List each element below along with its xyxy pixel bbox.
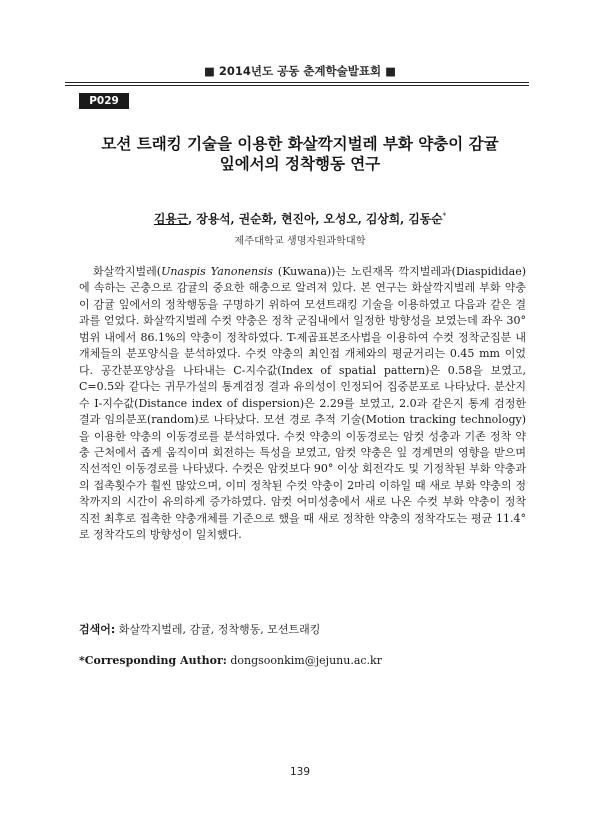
running-header: ■ 2014년도 공동 춘계학술발표회 ■: [204, 64, 396, 78]
corresponding-label: *Corresponding Author:: [79, 654, 227, 667]
page-number: 139: [289, 766, 311, 778]
abstract-lead: 화살깍지벌레(: [93, 265, 162, 278]
corresponding-mark: *: [442, 212, 447, 221]
presenting-author: 김용근: [153, 212, 189, 226]
species-name: Unaspis Yanonensis: [161, 265, 273, 278]
title-line-2: 잎에서의 정착행동 연구: [219, 154, 381, 173]
paper-title: [60, 134, 540, 174]
corresponding-author: [79, 654, 526, 667]
keywords-label: 검색어:: [79, 623, 116, 636]
corresponding-email: dongsoonkim@jejunu.ac.kr: [226, 654, 382, 667]
header-rule-top: [65, 82, 529, 83]
poster-id-badge: P029: [79, 93, 129, 109]
affiliation: 제주대학교 생명자원과학대학: [234, 236, 366, 247]
keywords: [79, 621, 526, 637]
abstract-body: [79, 264, 526, 544]
author-list: [60, 210, 540, 227]
header-rule-bottom: [65, 85, 529, 86]
co-authors: , 장용석, 권순화, 현진아, 오성오, 김상희, 김동순: [188, 212, 443, 226]
title-line-1: 모션 트래킹 기술을 이용한 화살깍지벌레 부화 약충이 감귤: [101, 134, 499, 153]
keywords-value: 화살깍지벌레, 감귤, 정착행동, 모션트래킹: [115, 623, 321, 636]
abstract-text: (Kuwana))는 노린재목 깍지벌레과(Diaspididae) 에 속하는 곤충으로 감귤의 중요한 해충으로 알려져 있다. 본 연구는 화살깍지벌레 부화 약충이 감귤 잎에서의 정착행동을 구명하기 위하여 모션트래킹 기술을 이용하였고 다음과 같은 결과를 얻었다. 화살깍지벌레 수컷 약충은 정착 군집내에서 일정한 방향성을 보였는데 좌우 30° 범위 내에서 86.1%의 약충이 정착하였다. T-제곱표본조사법을 이용하여 수컷 정착군집분 내 개체들의 분포양식을 분석하였다. 수컷 약충의 최인접 개체와의 평균거리는 0.45 mm 이었다. 공간분포양상을 나타내는 C-지수값(Index of spatial pattern)은 0.58을 보였고, C=0.5와 같다는 귀무가설의 통계검정 결과 유의성이 인정되어 집중분포로 나타났다. 분산지수 I-지수값(Distance index of dispersion)은 2.29를 보였고, 2.0과 같은지 통계 검정한 결과 임의분포(random)로 나타났다. 모션 경로 추적 기술(Motion tracking technology)을 이용한 약충의 이동경로를 분석하였다. 수컷 약충의 이동경로는 암컷 성충과 기존 정착 약충 근처에서 좁게 움직이며 회전하는 특성을 보였고, 암컷 약충은 잎 경계면의 영향을 받으며 직선적인 이동경로를 나타냈다. 수컷은 암컷보다 90° 이상 회전각도 및 기정착된 부화 약충과의 접촉횟수가 훨씬 많았으며, 이미 정착된 수컷 약충이 2마리 이하일 때 새로 부화 약충의 정착까지의 시간이 유의하게 증가하였다. 암컷 어미성충에서 새로 나온 수컷 부화 약충이 정착 직전 최후로 접촉한 약충개체를 기준으로 했을 때 새로 정착한 약충의 정착각도는 평균 11.4°로 정착각도의 방향성이 일치했다.: [79, 265, 526, 542]
